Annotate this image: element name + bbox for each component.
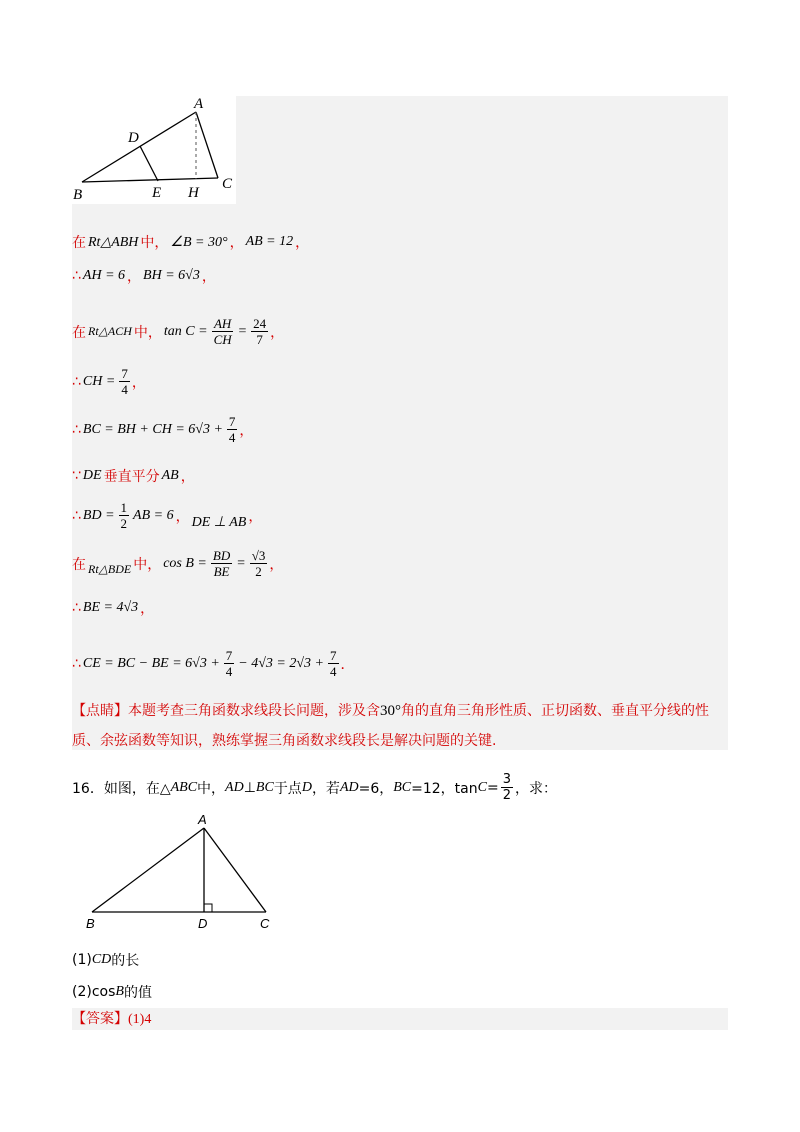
label-c: C bbox=[222, 176, 233, 192]
solution-line-4: ∴ CH = $\frac{7}{4}$ ， bbox=[72, 366, 146, 397]
label-e: E bbox=[152, 185, 162, 201]
answer-value: (1)4 bbox=[128, 1012, 152, 1027]
fraction-7-4: $\frac{7}{4}$ bbox=[121, 366, 128, 397]
solution-line-10: ∴ CE = BC − BE = 6√3 + $\frac{7}{4}$ − 4√3 = 2√3 + $\frac{7}{4}$ ． bbox=[72, 648, 355, 679]
fraction-7-4-d: $\frac{7}{4}$ bbox=[330, 648, 337, 679]
key-point-note: 【点睛】本题考查三角函数求线段长问题，涉及含30°角的直角三角形性质、正切函数、垂直平分线的性质、余弦函数等知识，熟练掌握三角函数求线段长是解决问题的关键. bbox=[72, 703, 709, 749]
label-b2: B bbox=[86, 916, 95, 931]
solution-line-6: ∵ DE 垂直平分 AB ， bbox=[72, 468, 195, 485]
solution-line-9: ∴ BE = 4√3 ， bbox=[72, 600, 155, 617]
triangle-diagram-1 bbox=[72, 96, 236, 204]
fraction-7-4-c: $\frac{7}{4}$ bbox=[225, 648, 233, 679]
label-d: D bbox=[128, 130, 139, 146]
solution-line-7: ∴ BD = $\frac{1}{2}$ AB = 6 ， DE ⊥ AB ， bbox=[72, 500, 263, 531]
label-a: A bbox=[194, 96, 204, 112]
solution-line-2: ∴ AH = 6 ， BH = 6√3 ， bbox=[72, 268, 216, 285]
fraction-bd-be: $\frac{BD}{BE}$ bbox=[212, 548, 231, 579]
fraction-7-4-b: $\frac{7}{4}$ bbox=[228, 414, 236, 445]
label-h: H bbox=[188, 185, 199, 201]
fraction-ah-ch: $\frac{AH}{CH}$ bbox=[213, 316, 232, 347]
answer-tag: 【答案】 bbox=[72, 1011, 128, 1027]
triangle-figure-abc-de bbox=[72, 96, 236, 204]
fraction-3-2: $\frac{3}{2}$ bbox=[502, 772, 511, 803]
fraction-sqrt3-2: $\frac{√3}{2}$ bbox=[251, 548, 266, 579]
solution-line-3: 在 Rt△ACH 中， tan C = $\frac{AH}{CH}$ = $\frac{24}{7}$ ， bbox=[72, 316, 285, 347]
answer-line bbox=[72, 1008, 728, 1030]
triangle-diagram-2 bbox=[80, 808, 280, 934]
part-2: (2)cos B 的值 bbox=[72, 984, 152, 1001]
fraction-24-7: $\frac{24}{7}$ bbox=[253, 316, 267, 347]
solution-line-8: 在 Rt△BDE 中， cos B = $\frac{BD}{BE}$ = $\frac{√3}{2}$ ， bbox=[72, 548, 284, 579]
label-a2: A bbox=[198, 812, 207, 827]
label-c2: C bbox=[260, 916, 270, 931]
part-1: (1) CD 的长 bbox=[72, 952, 140, 969]
question-16: 16．如图，在△ ABC 中， AD ⊥ BC 于点 D ，若 AD =6， BC =12，tan C = $\frac{3}{2}$ ，求： bbox=[72, 772, 557, 803]
solution-line-5: ∴ BC = BH + CH = 6√3 + $\frac{7}{4}$ ， bbox=[72, 414, 254, 445]
solution-line-1: 在 Rt△ABH 中， ∠B = 30° ， AB = 12 ， bbox=[72, 234, 310, 251]
note-tag: 【点睛】 bbox=[72, 703, 128, 719]
label-b: B bbox=[73, 187, 83, 203]
fraction-1-2: $\frac{1}{2}$ bbox=[120, 500, 128, 531]
label-d2: D bbox=[198, 916, 208, 931]
